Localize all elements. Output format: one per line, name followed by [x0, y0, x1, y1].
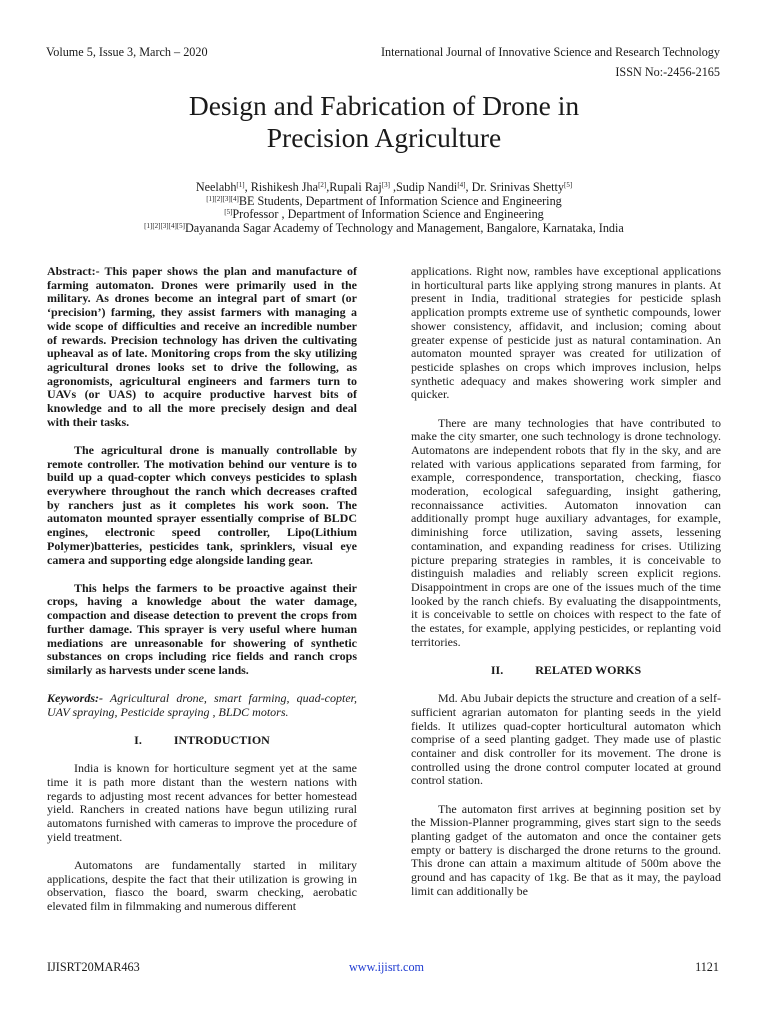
affiliation-professor [0, 208, 768, 222]
section-heading-related-works [411, 664, 721, 678]
affiliation-text: Dayananda Sagar Academy of Technology and Management, Bangalore, Karnataka, India [184, 220, 624, 235]
abstract-text: This paper shows the plan and manufacture of farming automaton. Drones were primarily used in the military. As drones become an integral part of smart (or ‘precision’) farming, they assist farmers with managing a wide scope of difficulties and receive an incredible number of rewards. Precision technology has driven the cultivating upheaval as of late. Monitoring crops from the sky utilizing agricultural drones looks set to drive the following, as agronomists, agricultural engineers and farmers turn to UAVs (or UAS) to acquire productive harvest bits of knowledge and to all the more precisely design and deal with their tasks. [47, 264, 357, 429]
author-ref: [5] [564, 181, 573, 189]
affiliation-students [0, 195, 768, 209]
journal-name: International Journal of Innovative Science and Research Technology [380, 45, 720, 59]
journal-volume: Volume 5, Issue 3, March – 2020 [46, 45, 208, 59]
related-works-paragraph-1: Md. Abu Jubair depicts the structure and creation of a self-sufficient agrarian automaton for planting seeds in the yield fields. It utilizes quad-copter horticultural automaton which comprise of a seed planting gadget. They made use of plastic container and disk controller for its movement. The drone is controlled using the drone control computer located at ground control station. [411, 691, 721, 788]
section-heading-introduction [47, 734, 357, 748]
section-title: RELATED WORKS [535, 662, 642, 677]
intro-paragraph-1: India is known for horticulture segment yet at the same time it is path more distant than the western nations with regards to adjusting most recent advances for better homestead yield. Ranchers in created nations have begun utilizing rural automatons furnished with cameras to improve the procedure of yield treatment. [47, 761, 357, 844]
footer-paper-code: IJISRT20MAR463 [47, 960, 140, 974]
affiliation-ref: [1][2][3][4] [206, 194, 239, 203]
left-column [47, 265, 357, 914]
keywords [47, 692, 357, 719]
section-title: INTRODUCTION [173, 733, 270, 748]
right-column [411, 265, 721, 899]
author-name: ,Sudip Nandi [389, 180, 458, 194]
abstract-label: Abstract:- [47, 264, 100, 278]
affiliation-ref: [5] [224, 208, 233, 217]
author-name: , Dr. Srinivas Shetty [465, 180, 565, 194]
keywords-text: Agricultural drone, smart farming, quad-copter, UAV spraying, Pesticide spraying , BLDC motors. [47, 691, 357, 719]
author-ref: [1] [236, 181, 245, 189]
affiliation-ref: [1][2][3][4][5] [144, 221, 185, 230]
section-number: II. [490, 662, 504, 677]
intro-paragraph-2: Automatons are fundamentally started in military applications, despite the fact that their utilization is growing in observation, fiasco the board, swarm checking, aerobatic elevated film in filmmaking and numerous different [47, 858, 357, 914]
affiliation-text: Professor , Department of Information Science and Engineering [232, 207, 544, 222]
title-line-2: Precision Agriculture [266, 122, 502, 153]
author-name: ,Rupali Raj [326, 180, 382, 194]
author-name: , Rishikesh Jha [244, 180, 319, 194]
author-name: Neelabh [195, 180, 237, 194]
issn: ISSN No:-2456-2165 [615, 65, 720, 79]
abstract-paragraph-3: This helps the farmers to be proactive against their crops, having a knowledge about the water damage, compaction and disease detection to prevent the crops from further damage. This sprayer is very useful where human mediations are unreasonable for showering of synthetic substances on crops including rice fields and ranch crops similarly as harvests under scene lands. [47, 580, 357, 677]
affiliation-text: BE Students, Department of Information Science and Engineering [238, 193, 562, 208]
title-line-1: Design and Fabrication of Drone in [188, 90, 580, 121]
footer-url-link[interactable]: www.ijisrt.com [349, 960, 425, 974]
abstract [47, 265, 357, 429]
author-ref: [4] [457, 181, 466, 189]
author-ref: [3] [381, 181, 390, 189]
paper-title [0, 90, 768, 154]
page-number: 1121 [695, 960, 719, 974]
affiliation-institution [0, 222, 768, 236]
body-paragraph-drone-technology: There are many technologies that have contributed to make the city smarter, one such technology is drone technology. Automatons are independent robots that fly in the sky, and are related with various applications separated from farming, for example, correspondence, transportation, checking, fiasco moderation, ecological safeguarding, insight gathering, reconnaissance activities. Automaton innovation can additionally prompt huge auxiliary advantages, for example, diminishing force utilization, saving assets, lessening contamination, and expanding readiness for crises. Utilizing picture preparing strategies in rambles, it is conceivable to distinguish maladies and reliably screen explicit regions. Disappointment in crops are one of the issues much of the time looked by the ranch chiefs. By evaluating the disappointments, it is conceivable to settle on choices with respect to the fate of the estates, for example, applying pesticides, or replanting void territories. [411, 415, 721, 649]
author-block [0, 181, 768, 235]
related-works-paragraph-2: The automaton first arrives at beginning position set by the Mission-Planner programming, gives start sign to the seeds planting gadget of the automaton and once the container gets empty or battery is discharged the drone returns to the ground. This drone can attain a maximum altitude of 500m above the ground and has capacity of 1kg. Be that as it may, the payload limit can additionally be [411, 801, 721, 898]
body-paragraph-continued: applications. Right now, rambles have exceptional applications in horticultural parts like applying strong manures in plants. At present in India, traditional strategies for pesticide splash application prompts extreme use of synthetic compounds, lower shower consistency, affidavit, and inclusion; coming about greater expense of pesticide just as natural contamination. An automaton mounted sprayer was created for utilization of pesticide splashes on crops which improves inclusion, helps synthetic adequacy and makes showering work simpler and quicker. [411, 264, 721, 402]
abstract-paragraph-2: The agricultural drone is manually controllable by remote controller. The motivation behind our venture is to build up a quad-copter which conveys pesticides to splash everywhere throughout the ranch which decreases crafted by ranchers just as it completes his work soon. The automaton mounted sprayer essentially comprise of BLDC engines, electronic speed controller, Lipo(Lithium Polymer)batteries, pesticides tank, sprinklers, visual eye camera and supporting edge alongside landing gear. [47, 442, 357, 567]
keywords-label: Keywords:- [47, 691, 103, 706]
section-number: I. [134, 733, 142, 748]
author-names [0, 181, 768, 195]
author-ref: [2] [318, 181, 327, 189]
